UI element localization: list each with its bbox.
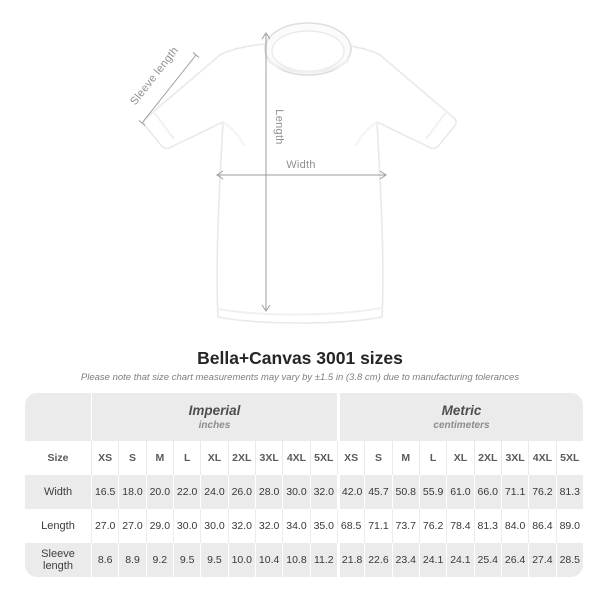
sleeve-imperial-4xl: 10.8 [282, 543, 309, 577]
length-metric-l: 76.2 [419, 509, 446, 543]
length-imperial-4xl: 34.0 [282, 509, 309, 543]
size-col-metric-l: L [419, 441, 446, 475]
length-imperial-3xl: 32.0 [255, 509, 282, 543]
length-metric-5xl: 89.0 [556, 509, 583, 543]
table-row-length [25, 509, 583, 543]
width-metric-s: 45.7 [364, 475, 391, 509]
unit-group-row [25, 393, 583, 441]
size-col-imperial-2xl: 2XL [228, 441, 255, 475]
sleeve-metric-3xl: 26.4 [501, 543, 528, 577]
size-col-metric-xl: XL [446, 441, 473, 475]
size-col-imperial-m: M [146, 441, 173, 475]
length-metric-2xl: 81.3 [474, 509, 501, 543]
metric-sublabel: centimeters [433, 420, 490, 431]
row-label-sleeve-length: Sleeve length [25, 543, 91, 577]
width-imperial-2xl: 26.0 [228, 475, 255, 509]
size-col-imperial-l: L [173, 441, 200, 475]
sleeve-imperial-3xl: 10.4 [255, 543, 282, 577]
row-label-width: Width [25, 475, 91, 509]
sleeve-metric-4xl: 27.4 [528, 543, 555, 577]
size-col-metric-2xl: 2XL [474, 441, 501, 475]
sleeve-imperial-5xl: 11.2 [310, 543, 337, 577]
length-imperial-5xl: 35.0 [310, 509, 337, 543]
width-imperial-l: 22.0 [173, 475, 200, 509]
sleeve-imperial-xl: 9.5 [200, 543, 227, 577]
length-imperial-xs: 27.0 [91, 509, 118, 543]
tolerance-note: Please note that size chart measurements may vary by ±1.5 in (3.8 cm) due to manufacturing tolerances [80, 372, 520, 383]
size-col-metric-3xl: 3XL [501, 441, 528, 475]
width-metric-l: 55.9 [419, 475, 446, 509]
length-metric-3xl: 84.0 [501, 509, 528, 543]
width-metric-xl: 61.0 [446, 475, 473, 509]
sleeve-imperial-l: 9.5 [173, 543, 200, 577]
size-col-imperial-xs: XS [91, 441, 118, 475]
size-col-metric-xs: XS [337, 441, 364, 475]
sleeve-metric-s: 22.6 [364, 543, 391, 577]
length-metric-4xl: 86.4 [528, 509, 555, 543]
length-metric-xs: 68.5 [337, 509, 364, 543]
width-imperial-xl: 24.0 [200, 475, 227, 509]
imperial-label: Imperial [188, 403, 241, 418]
tshirt-collar [265, 23, 351, 75]
width-metric-4xl: 76.2 [528, 475, 555, 509]
width-imperial-xs: 16.5 [91, 475, 118, 509]
size-col-imperial-3xl: 3XL [255, 441, 282, 475]
sleeve-metric-xl: 24.1 [446, 543, 473, 577]
imperial-group-header [91, 393, 337, 441]
sleeve-imperial-2xl: 10.0 [228, 543, 255, 577]
size-col-imperial-xl: XL [200, 441, 227, 475]
length-metric-m: 73.7 [392, 509, 419, 543]
metric-label: Metric [441, 403, 482, 418]
sleeve-imperial-xs: 8.6 [91, 543, 118, 577]
page-title: Bella+Canvas 3001 sizes [197, 348, 403, 368]
size-col-imperial-5xl: 5XL [310, 441, 337, 475]
length-imperial-m: 29.0 [146, 509, 173, 543]
sleeve-metric-m: 23.4 [392, 543, 419, 577]
width-imperial-4xl: 30.0 [282, 475, 309, 509]
sleeve-length-label: Sleeve length [128, 44, 182, 108]
size-col-metric-5xl: 5XL [556, 441, 583, 475]
size-table [25, 393, 583, 577]
row-label-length: Length [25, 509, 91, 543]
sleeve-metric-2xl: 25.4 [474, 543, 501, 577]
length-imperial-l: 30.0 [173, 509, 200, 543]
group-row-spacer [25, 393, 91, 441]
length-metric-s: 71.1 [364, 509, 391, 543]
sleeve-imperial-m: 9.2 [146, 543, 173, 577]
size-col-metric-m: M [392, 441, 419, 475]
size-col-metric-s: S [364, 441, 391, 475]
width-imperial-3xl: 28.0 [255, 475, 282, 509]
table-row-width [25, 475, 583, 509]
tshirt-body [144, 23, 456, 323]
size-col-metric-4xl: 4XL [528, 441, 555, 475]
size-col-imperial-s: S [118, 441, 145, 475]
width-metric-m: 50.8 [392, 475, 419, 509]
length-metric-xl: 78.4 [446, 509, 473, 543]
width-imperial-s: 18.0 [118, 475, 145, 509]
width-metric-5xl: 81.3 [556, 475, 583, 509]
table-row-sleeve-length [25, 543, 583, 577]
length-label: Length [273, 109, 285, 145]
length-imperial-2xl: 32.0 [228, 509, 255, 543]
width-imperial-m: 20.0 [146, 475, 173, 509]
width-metric-2xl: 66.0 [474, 475, 501, 509]
width-metric-3xl: 71.1 [501, 475, 528, 509]
metric-group-header [337, 393, 583, 441]
sleeve-metric-xs: 21.8 [337, 543, 364, 577]
size-col-imperial-4xl: 4XL [282, 441, 309, 475]
length-imperial-s: 27.0 [118, 509, 145, 543]
size-header: Size [25, 441, 91, 475]
width-imperial-5xl: 32.0 [310, 475, 337, 509]
length-imperial-xl: 30.0 [200, 509, 227, 543]
width-label: Width [286, 159, 316, 171]
size-header-row [25, 441, 583, 475]
sleeve-metric-l: 24.1 [419, 543, 446, 577]
imperial-sublabel: inches [198, 420, 231, 431]
sleeve-metric-5xl: 28.5 [556, 543, 583, 577]
sleeve-imperial-s: 8.9 [118, 543, 145, 577]
width-metric-xs: 42.0 [337, 475, 364, 509]
